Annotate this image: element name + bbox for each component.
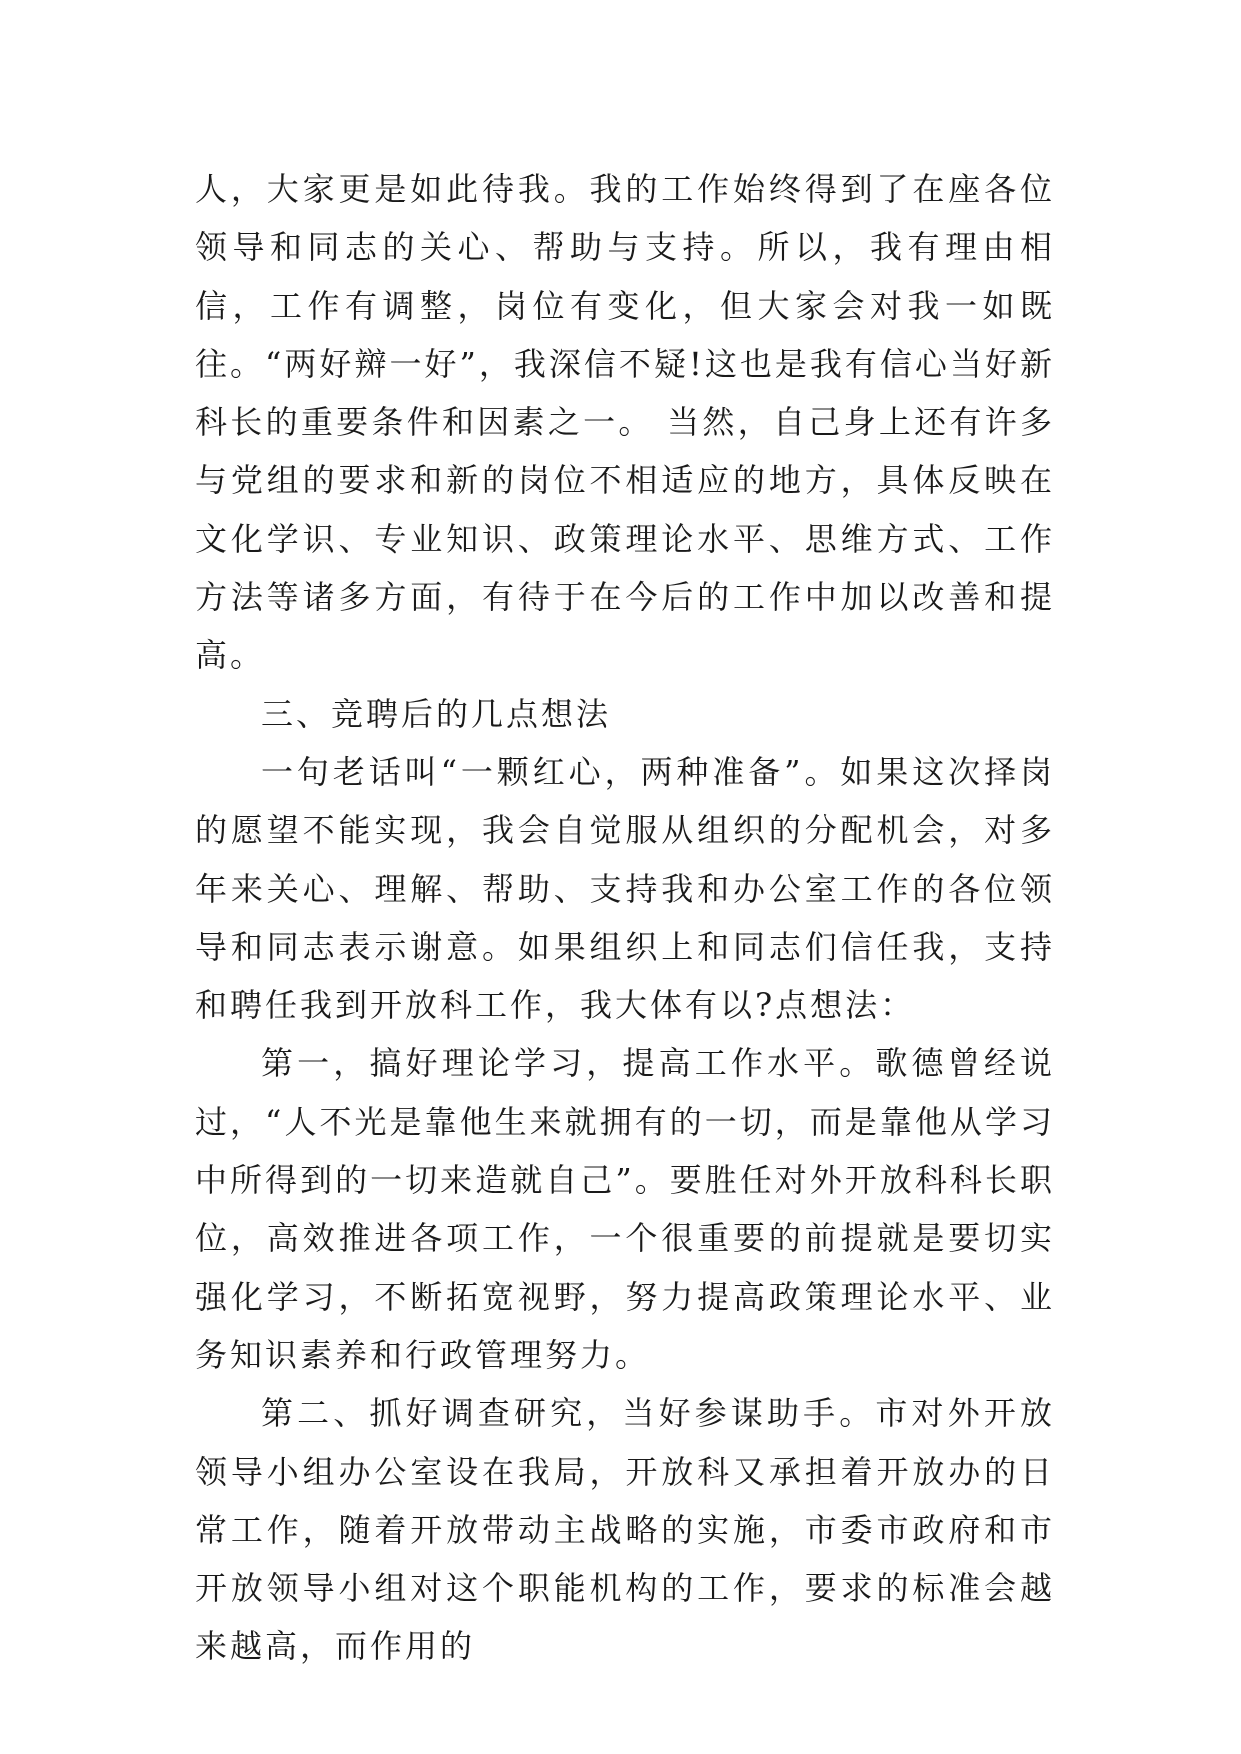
paragraph-point-two: 第二、抓好调查研究，当好参谋助手。市对外开放领导小组办公室设在我局，开放科又承担着开放办的日常工作，随着开放带动主战略的实施，市委市政府和市开放领导小组对这个职能机构的工作，要求的标准会越来越高，而作用的 <box>195 1394 1055 1666</box>
paragraph-point-one: 第一，搞好理论学习，提高工作水平。歌德曾经说过，“人不光是靠他生来就拥有的一切，而是靠他从学习中所得到的一切来造就自己”。要胜任对外开放科科长职位，高效推进各项工作，一个很重要的前提就是要切实强化学习，不断拓宽视野，努力提高政策理论水平、业务知识素养和行政管理努力。 <box>195 1044 1055 1374</box>
section-heading: 三、竞聘后的几点想法 <box>261 694 612 733</box>
paragraph-intro: 一句老话叫“一颗红心，两种准备”。如果这次择岗的愿望不能实现，我会自觉服从组织的分配机会，对多年来关心、理解、帮助、支持我和办公室工作的各位领导和同志表示谢意。如果组织上和同志们信任我，支持和聘任我到开放科工作，我大体有以?点想法： <box>195 752 1055 1025</box>
body-text <box>195 160 1055 1676</box>
paragraph-continuation: 人，大家更是如此待我。我的工作始终得到了在座各位领导和同志的关心、帮助与支持。所以，我有理由相信，工作有调整，岗位有变化，但大家会对我一如既往。“两好辬一好”，我深信不疑!这也是我有信心当好新科长的重要条件和因素之一。 当然，自己身上还有许多与党组的要求和新的岗位不相适应的地方，具体反映在文化学识、专业知识、政策理论水平、思维方式、工作方法等诸多方面，有待于在今后的工作中加以改善和提高。 <box>195 170 1055 675</box>
